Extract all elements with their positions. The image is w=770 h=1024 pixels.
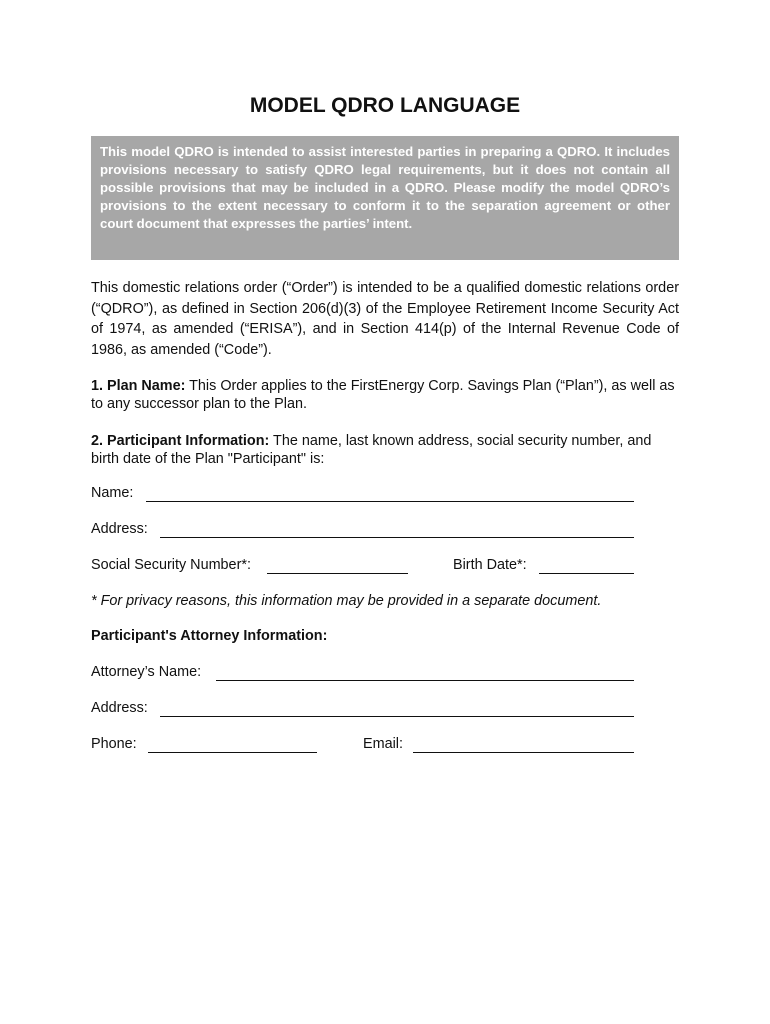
participant-birth-date-label: Birth Date*: xyxy=(453,557,527,573)
participant-address-row xyxy=(91,521,634,543)
attorney-info-heading: Participant's Attorney Information: xyxy=(91,628,328,644)
attorney-name-row xyxy=(91,664,634,686)
attorney-name-label: Attorney’s Name: xyxy=(91,664,202,680)
participant-name-label: Name: xyxy=(91,485,134,501)
privacy-note: * For privacy reasons, this information may be provided in a separate document. xyxy=(91,593,602,609)
model-notice-box: This model QDRO is intended to assist interested parties in preparing a QDRO. It includes provisions necessary to satisfy QDRO legal requirements, but it does not contain all possible provisions that may be included in a QDRO. Please modify the model QDRO’s provisions to the extent necessary to conform it to the separation agreement or other court document that expresses the parties’ intent. xyxy=(91,136,679,260)
participant-birth-date-field[interactable] xyxy=(539,573,634,574)
intro-paragraph: This domestic relations order (“Order”) is intended to be a qualified domestic relations order (“QDRO”), as defined in Section 206(d)(3) of the Employee Retirement Income Security Act of 1974, as amended (“ERISA”), and in Section 414(p) of the Internal Revenue Code of 1986, as amended (“Code”). xyxy=(91,280,679,358)
participant-name-field[interactable] xyxy=(146,501,634,502)
participant-info-text: The name, last known address, social security number, and birth date of the Plan "Participant" is: xyxy=(91,433,652,467)
participant-ssn-label: Social Security Number*: xyxy=(91,557,251,573)
attorney-phone-email-row xyxy=(91,736,634,758)
attorney-phone-label: Phone: xyxy=(91,736,137,752)
page-title: MODEL QDRO LANGUAGE xyxy=(249,94,521,117)
participant-info-paragraph xyxy=(91,432,679,468)
participant-name-row xyxy=(91,485,634,507)
attorney-address-row xyxy=(91,700,634,722)
plan-name-text: This Order applies to the FirstEnergy Corp. Savings Plan (“Plan”), as well as to any successor plan to the Plan. xyxy=(91,378,675,412)
attorney-email-label: Email: xyxy=(363,736,403,752)
attorney-phone-field[interactable] xyxy=(148,752,317,753)
plan-name-paragraph xyxy=(91,377,679,413)
participant-ssn-birth-row xyxy=(91,557,634,579)
participant-ssn-field[interactable] xyxy=(267,573,408,574)
participant-address-field[interactable] xyxy=(160,537,634,538)
attorney-address-label: Address: xyxy=(91,700,148,716)
participant-address-label: Address: xyxy=(91,521,148,537)
participant-info-heading: 2. Participant Information: xyxy=(91,433,270,449)
attorney-email-field[interactable] xyxy=(413,752,634,753)
plan-name-heading: 1. Plan Name: xyxy=(91,378,186,394)
attorney-address-field[interactable] xyxy=(160,716,634,717)
attorney-name-field[interactable] xyxy=(216,680,634,681)
